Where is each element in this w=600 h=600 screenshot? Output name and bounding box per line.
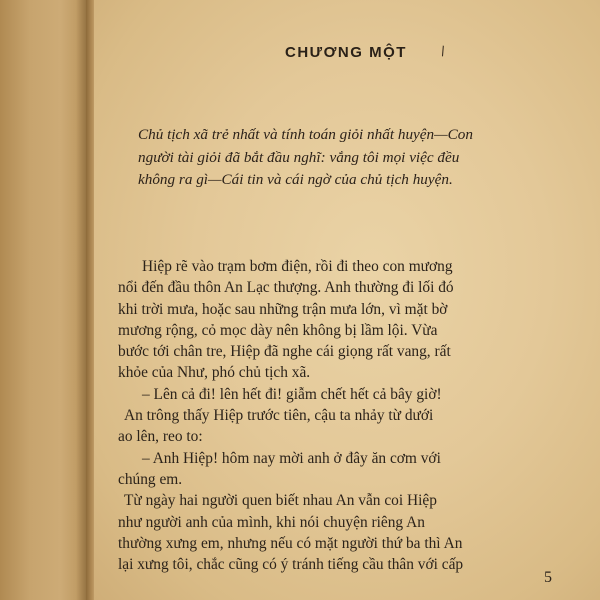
body-line: bước tới chân tre, Hiệp đã nghe cái giọng rất vang, rất xyxy=(118,343,451,361)
body-line: Hiệp rẽ vào trạm bơm điện, rồi đi theo con mương xyxy=(142,258,453,275)
summary-line: không ra gì—Cái tin và cái ngờ của chủ tịch huyện. xyxy=(138,171,453,188)
body-line: – Anh Hiệp! hôm nay mời anh ở đây ăn cơm với xyxy=(142,449,441,467)
body-line: An trông thấy Hiệp trước tiên, cậu ta nhảy từ dưới xyxy=(124,407,434,425)
body-line: nổi đến đầu thôn An Lạc thượng. Anh thường đi lối đó xyxy=(118,279,454,297)
body-line: lại xưng tôi, chắc cũng có ý tránh tiếng cầu thân với cấp xyxy=(118,556,464,574)
body-line: mương rộng, cỏ mọc dày nên không bị lầm lội. Vừa xyxy=(118,321,438,339)
body-line: chúng em. xyxy=(118,470,183,488)
chapter-summary xyxy=(138,124,558,192)
body-text xyxy=(118,256,568,575)
body-line: thường xưng em, nhưng nếu có mặt người thứ ba thì An xyxy=(118,534,463,552)
page-number: 5 xyxy=(544,569,552,586)
body-line: khi trời mưa, hoặc sau những trận mưa lớn, vì mặt bờ xyxy=(118,300,448,318)
left-page xyxy=(0,0,86,600)
chapter-title: CHƯƠNG MỘT xyxy=(285,44,407,61)
summary-line: Chủ tịch xã trẻ nhất và tính toán giỏi nhất huyện—Con xyxy=(138,126,473,143)
body-line: – Lên cả đi! lên hết đi! giẫm chết hết cả bây giờ! xyxy=(142,385,442,403)
body-line: khỏe của Như, phó chủ tịch xã. xyxy=(118,364,311,382)
stray-mark: \ xyxy=(438,42,448,60)
body-line: ao lên, reo to: xyxy=(118,428,203,446)
summary-line: người tài giỏi đã bắt đầu nghĩ: vắng tôi mọi việc đều xyxy=(138,148,460,166)
body-line: như người anh của mình, khi nói chuyện riêng An xyxy=(118,513,425,531)
body-line: Từ ngày hai người quen biết nhau An vẫn coi Hiệp xyxy=(124,492,437,510)
